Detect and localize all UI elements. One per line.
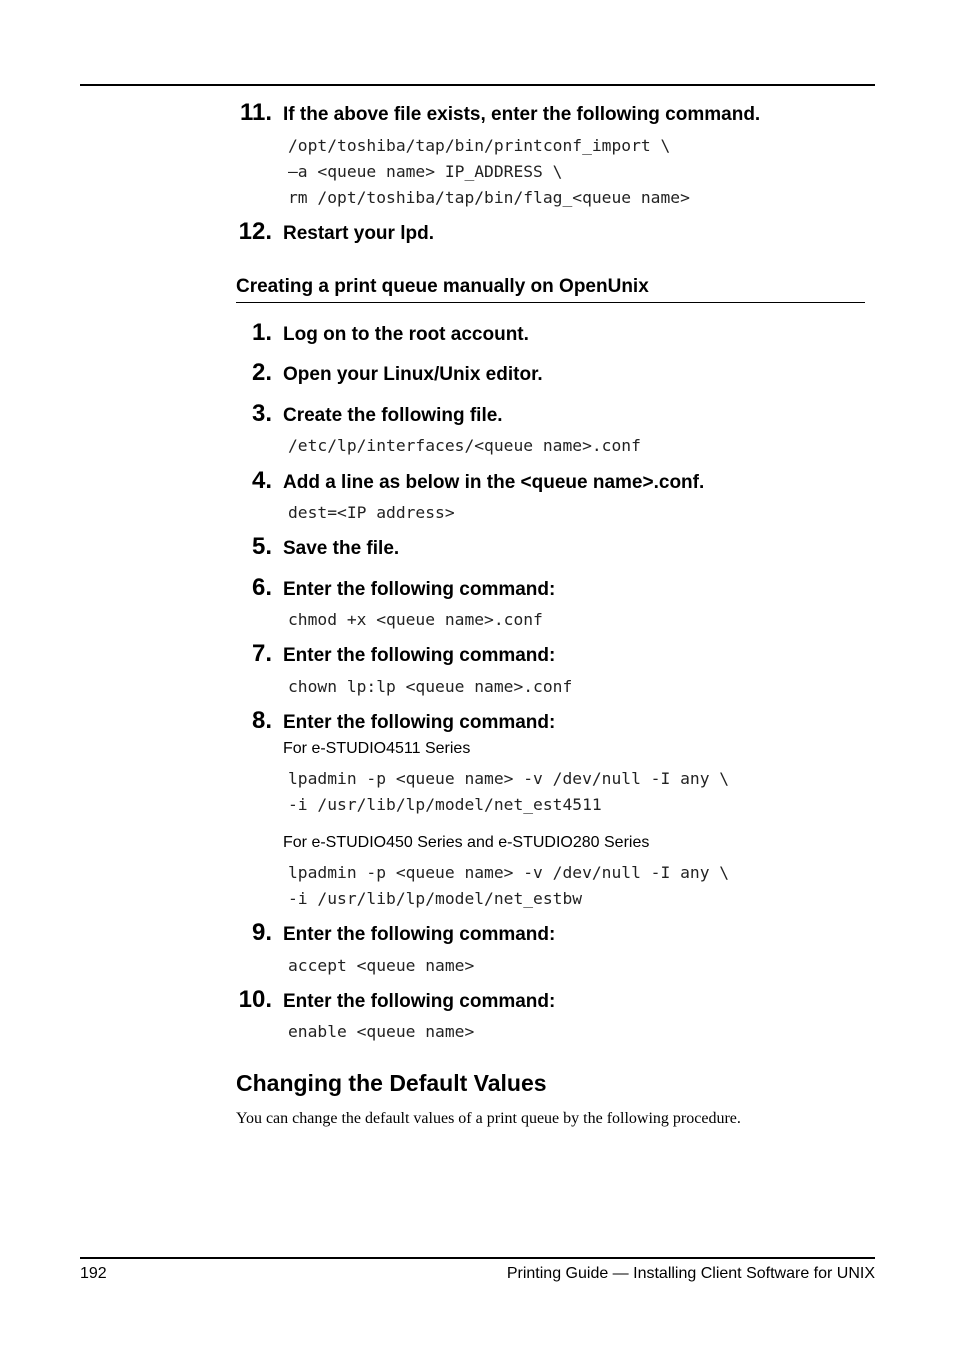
step-number: 6.	[251, 574, 272, 601]
step-number: 12.	[238, 218, 272, 245]
step-text: Enter the following command:	[283, 645, 556, 666]
body-paragraph: You can change the default values of a print queue by the following procedure.	[236, 1110, 741, 1127]
code-line: –a <queue name> IP_ADDRESS \	[288, 162, 563, 181]
step-number: 8.	[251, 707, 272, 734]
page-number: 192	[80, 1265, 107, 1282]
step-text: Enter the following command:	[283, 712, 556, 733]
step-number: 2.	[251, 359, 272, 386]
footer-title: Printing Guide — Installing Client Software for UNIX	[506, 1265, 875, 1282]
step-text: Enter the following command:	[283, 579, 556, 600]
step-text: Add a line as below in the <queue name>.conf.	[283, 472, 705, 493]
code-line: lpadmin -p <queue name> -v /dev/null -I any \	[288, 769, 730, 788]
code-line: /etc/lp/interfaces/<queue name>.conf	[288, 436, 641, 455]
code-line: -i /usr/lib/lp/model/net_estbw	[288, 889, 583, 908]
step-number: 3.	[251, 400, 272, 427]
step-text: Open your Linux/Unix editor.	[283, 364, 543, 385]
step-number: 7.	[251, 640, 272, 667]
section-heading: Changing the Default Values	[236, 1070, 547, 1096]
code-line: accept <queue name>	[288, 956, 475, 975]
step-number: 5.	[251, 533, 272, 560]
step-text: Create the following file.	[283, 405, 503, 426]
step-text: Save the file.	[283, 538, 400, 559]
step-number: 1.	[251, 319, 272, 346]
footer-rule	[80, 1257, 875, 1259]
code-line: dest=<IP address>	[288, 503, 455, 522]
step-text: Enter the following command:	[283, 991, 556, 1012]
section-subheading: Creating a print queue manually on OpenUnix	[236, 276, 865, 303]
step-text: Enter the following command:	[283, 924, 556, 945]
step-number: 9.	[251, 919, 272, 946]
code-line: chmod +x <queue name>.conf	[288, 610, 543, 629]
step-text: If the above file exists, enter the following command.	[283, 104, 761, 125]
header-rule	[80, 84, 875, 86]
code-line: enable <queue name>	[288, 1022, 475, 1041]
code-line: /opt/toshiba/tap/bin/printconf_import \	[288, 136, 671, 155]
series-note: For e-STUDIO450 Series and e-STUDIO280 Series	[283, 834, 650, 851]
step-text: Restart your lpd.	[283, 223, 434, 244]
step-number: 11.	[239, 99, 272, 126]
code-line: -i /usr/lib/lp/model/net_est4511	[288, 795, 602, 814]
step-number: 4.	[251, 467, 272, 494]
step-text: Log on to the root account.	[283, 324, 529, 345]
series-note: For e-STUDIO4511 Series	[283, 740, 471, 757]
code-line: lpadmin -p <queue name> -v /dev/null -I any \	[288, 863, 730, 882]
step-number: 10.	[238, 986, 272, 1013]
code-line: chown lp:lp <queue name>.conf	[288, 677, 573, 696]
code-line: rm /opt/toshiba/tap/bin/flag_<queue name>	[288, 188, 690, 207]
